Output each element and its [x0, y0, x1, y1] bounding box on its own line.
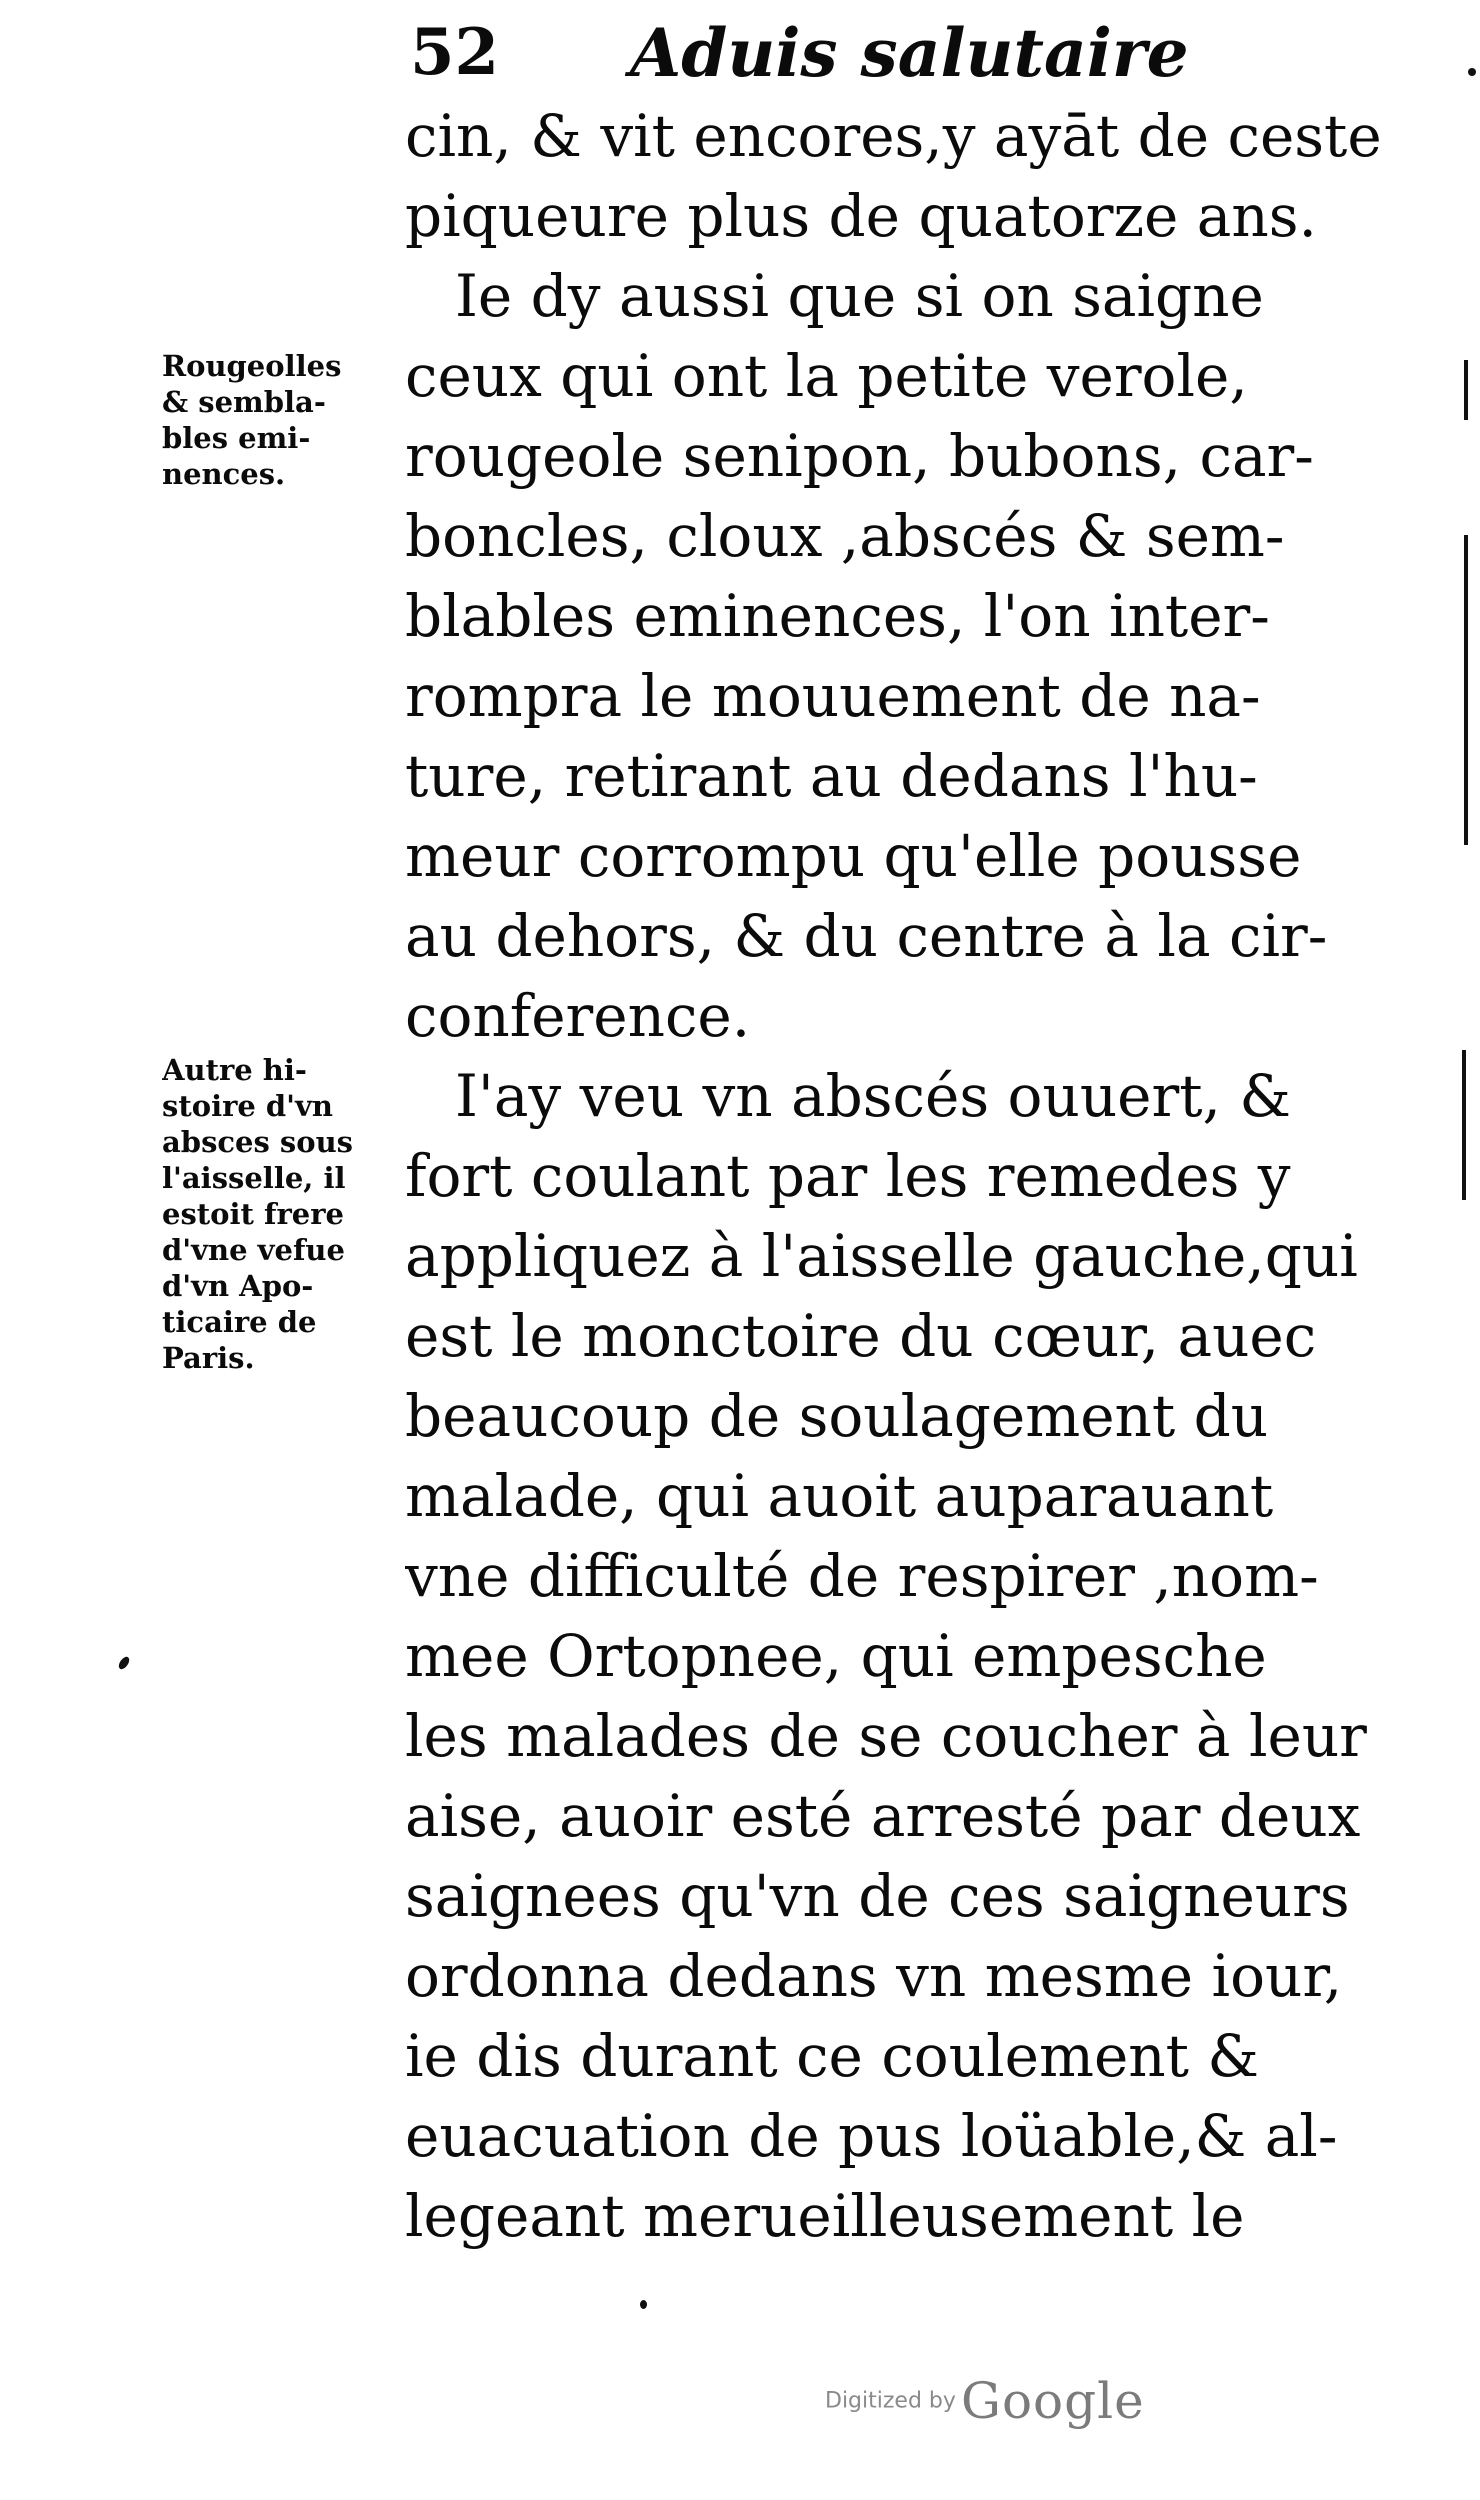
running-title: Aduis salutaire: [630, 14, 1189, 92]
margin-note-line: l'aisselle, il: [162, 1161, 346, 1195]
margin-note-line: d'vn Apo-: [162, 1269, 314, 1303]
text-line: piqueure plus de quatorze ans.: [405, 182, 1317, 250]
text-line: meur corrompu qu'elle pousse: [405, 822, 1302, 890]
text-line: appliquez à l'aisselle gauche,qui: [405, 1222, 1358, 1290]
text-line: conference.: [405, 982, 751, 1050]
margin-note-autre-histoire: [162, 1052, 432, 1376]
text-line: saignees qu'vn de ces saigneurs: [405, 1862, 1350, 1930]
text-line: au dehors, & du centre à la cir-: [405, 902, 1328, 970]
digitized-watermark: [825, 2372, 1145, 2430]
margin-note-line: bles emi-: [162, 421, 311, 455]
text-line: fort coulant par les remedes y: [405, 1142, 1291, 1210]
text-line: rougeole senipon, bubons, car-: [405, 422, 1314, 490]
page-edge-mark: [1462, 1050, 1466, 1200]
text-line: Ie dy aussi que si on saigne: [455, 262, 1264, 330]
text-line: ordonna dedans vn mesme iour,: [405, 1942, 1343, 2010]
margin-note-line: d'vne vefue: [162, 1233, 345, 1267]
ink-speck: [1468, 68, 1476, 76]
digitized-by-label: Digitized by: [825, 2388, 956, 2414]
text-line: ie dis durant ce coulement &: [405, 2022, 1259, 2090]
text-line: I'ay veu vn abscés ouuert, &: [455, 1062, 1292, 1130]
page-edge-mark: [1464, 535, 1468, 845]
margin-note-rougeolles: [162, 348, 432, 492]
margin-note-line: Rougeolles: [162, 349, 342, 383]
text-line: malade, qui auoit auparauant: [405, 1462, 1274, 1530]
text-line: rompra le mouuement de na-: [405, 662, 1261, 730]
margin-note-line: nences.: [162, 457, 286, 491]
text-line: cin, & vit encores,y ayāt de ceste: [405, 102, 1382, 170]
body-text: [405, 96, 1405, 2256]
margin-note-line: Autre hi-: [162, 1053, 307, 1087]
margin-note-line: ticaire de: [162, 1305, 317, 1339]
text-line: ceux qui ont la petite verole,: [405, 342, 1248, 410]
ink-speck: [117, 1655, 132, 1671]
text-line: blables eminences, l'on inter-: [405, 582, 1270, 650]
margin-note-line: absces sous: [162, 1125, 354, 1159]
text-line: ture, retirant au dedans l'hu-: [405, 742, 1258, 810]
text-line: aise, auoir esté arresté par deux: [405, 1782, 1361, 1850]
text-line: boncles, cloux ,abscés & sem-: [405, 502, 1285, 570]
text-line: est le monctoire du cœur, auec: [405, 1302, 1317, 1370]
text-line: legeant merueilleusement le: [405, 2182, 1245, 2250]
margin-note-line: stoire d'vn: [162, 1089, 333, 1123]
page-edge-mark: [1464, 360, 1468, 420]
text-line: vne difficulté de respirer ,nom-: [405, 1542, 1319, 1610]
text-line: mee Ortopnee, qui empesche: [405, 1622, 1267, 1690]
text-line: euacuation de pus loüable,& al-: [405, 2102, 1338, 2170]
text-line: beaucoup de soulagement du: [405, 1382, 1269, 1450]
google-logo: Google: [961, 2372, 1145, 2430]
text-line: les malades de se coucher à leur: [405, 1702, 1367, 1770]
margin-note-line: Paris.: [162, 1341, 255, 1375]
margin-note-line: estoit frere: [162, 1197, 344, 1231]
ink-speck: [640, 2300, 647, 2309]
page-number: 52: [410, 15, 500, 90]
margin-note-line: & sembla-: [162, 385, 326, 419]
page-header: [410, 14, 1410, 92]
